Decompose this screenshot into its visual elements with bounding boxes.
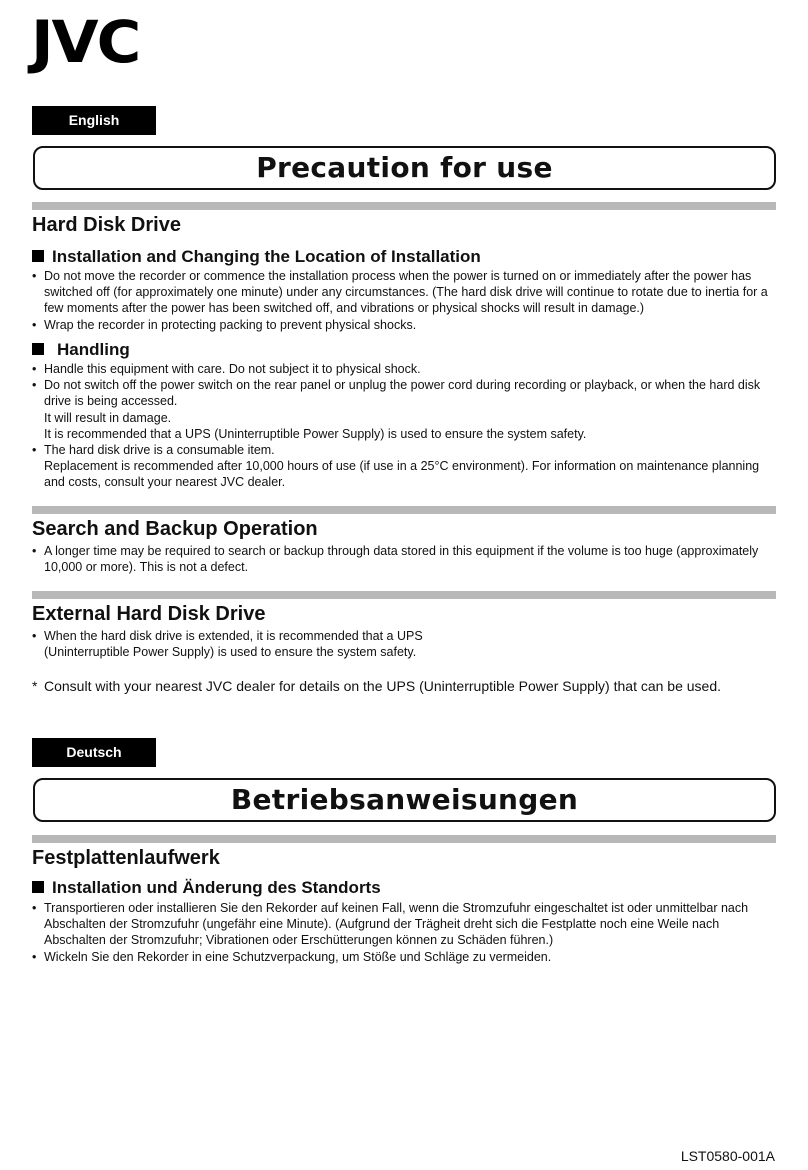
jvc-logo: JVC xyxy=(31,8,140,76)
bullet-dot-icon: • xyxy=(32,362,37,376)
section-divider xyxy=(32,506,776,514)
search-backup-heading: Search and Backup Operation xyxy=(32,518,318,540)
bullet-item xyxy=(32,361,774,377)
deutsch-page-title: Betriebsanweisungen xyxy=(33,778,776,822)
bullet-item xyxy=(32,377,774,442)
document-code: LST0580-001A xyxy=(680,1148,775,1164)
bullet-dot-icon: • xyxy=(32,901,37,915)
bullet-text: Transportieren oder installieren Sie den Rekorder auf keinen Fall, wenn die Stromzufuhr eingeschaltet ist oder unmittelbar nach Abschalten der Stromzufuhr (ungefähr eine Minute). (Aufgrund der Trägheit dreht sich die Festplatte noch eine Weile nach Abschalten der Stromzufuhr; Vibrationen oder Erschütterungen können zu Schäden führen.) xyxy=(44,901,749,948)
bullet-item xyxy=(32,543,774,575)
bullet-item xyxy=(32,268,774,317)
bullet-item xyxy=(32,317,774,333)
bullet-text: (Uninterruptible Power Supply) is used to ensure the system safety. xyxy=(44,645,417,660)
bullet-text: Wrap the recorder in protecting packing to prevent physical shocks. xyxy=(44,317,417,332)
square-bullet-icon xyxy=(32,881,44,893)
bullet-item xyxy=(32,949,774,965)
bullet-text: The hard disk drive is a consumable item. xyxy=(44,443,275,458)
bullet-dot-icon: • xyxy=(32,629,37,643)
search-bullet-list xyxy=(32,543,774,575)
bullet-dot-icon: • xyxy=(32,443,37,458)
installation-bullet-list xyxy=(32,268,774,333)
bullet-text: It is recommended that a UPS (Uninterruptible Power Supply) is used to ensure the system safety. xyxy=(44,426,587,441)
bullet-text: Wickeln Sie den Rekorder in eine Schutzverpackung, um Stöße und Schläge zu vermeiden. xyxy=(44,949,552,964)
section-divider xyxy=(32,591,776,599)
ups-note: * Consult with your nearest JVC dealer for details on the UPS (Uninterruptible Power Supply) that can be used. xyxy=(32,678,722,694)
deutsch-installation-bullet-list xyxy=(32,900,774,965)
bullet-dot-icon: • xyxy=(32,544,37,558)
bullet-dot-icon: • xyxy=(32,317,37,332)
handling-bullet-list xyxy=(32,361,774,491)
bullet-text: Handle this equipment with care. Do not subject it to physical shock. xyxy=(44,362,421,376)
section-divider xyxy=(32,835,776,843)
bullet-text: Replacement is recommended after 10,000 hours of use (if use in a 25°C environment). For information on maintenance planning and costs, consult your nearest JVC dealer. xyxy=(44,459,760,490)
bullet-text: When the hard disk drive is extended, it is recommended that a UPS xyxy=(44,629,423,643)
english-language-tab: English xyxy=(32,106,156,135)
installation-standort-heading: Installation und Änderung des Standorts xyxy=(32,878,381,898)
bullet-text: It will result in damage. xyxy=(44,410,172,425)
bullet-text: Do not switch off the power switch on the rear panel or unplug the power cord during recording or playback, or when the hard disk drive is being accessed. xyxy=(44,378,761,409)
bullet-dot-icon: • xyxy=(32,949,37,964)
deutsch-language-tab: Deutsch xyxy=(32,738,156,767)
bullet-dot-icon: • xyxy=(32,378,37,393)
bullet-text: Do not move the recorder or commence the installation process when the power is turned on or immediately after the power has switched off (for approximately one minute) under any circumstances. (The hard disk drive will continue to rotate due to inertia for a few moments after the power has been switched off, and vibrations or physical shocks will result in damage.) xyxy=(44,269,768,316)
bullet-item xyxy=(32,442,774,491)
bullet-text: A longer time may be required to search or backup through data stored in this equipment if the volume is too huge (approximately 10,000 or more). This is not a defect. xyxy=(44,544,759,575)
english-page-title: Precaution for use xyxy=(33,146,776,190)
installation-heading: Installation and Changing the Location of Installation xyxy=(32,247,481,267)
handling-heading: Handling xyxy=(32,340,130,360)
bullet-dot-icon: • xyxy=(32,269,37,283)
square-bullet-icon xyxy=(32,343,44,355)
section-divider xyxy=(32,202,776,210)
square-bullet-icon xyxy=(32,250,44,262)
hdd-heading: Hard Disk Drive xyxy=(32,214,181,236)
festplatten-heading: Festplattenlaufwerk xyxy=(32,847,220,869)
external-bullet-list xyxy=(32,628,774,660)
bullet-item xyxy=(32,900,774,949)
bullet-item xyxy=(32,628,774,660)
external-hdd-heading: External Hard Disk Drive xyxy=(32,603,266,625)
